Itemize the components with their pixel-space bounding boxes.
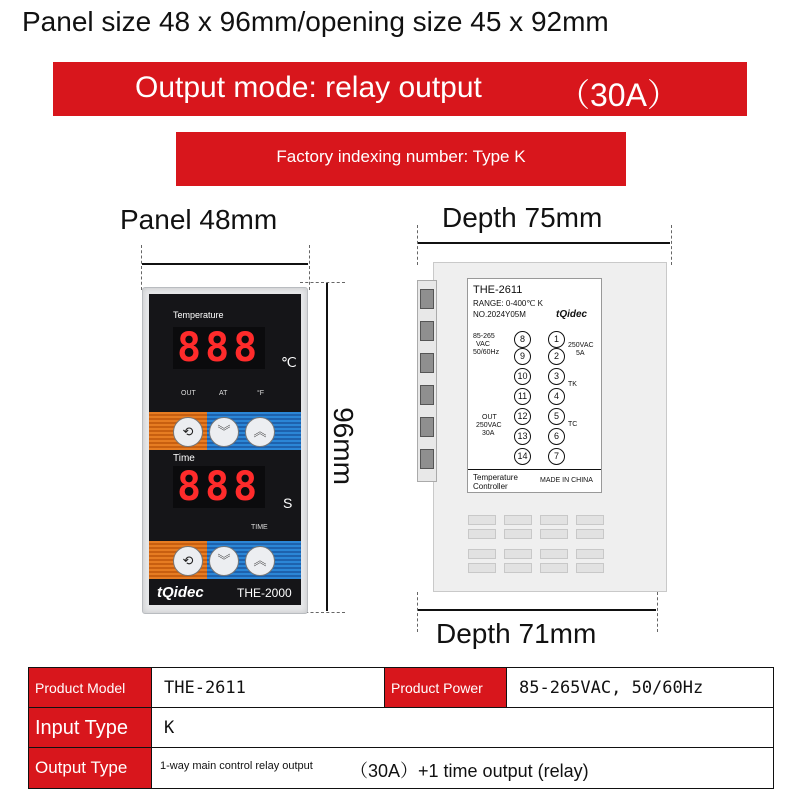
terminal-block — [417, 280, 437, 482]
dim-tick-right — [309, 245, 310, 290]
led-out: OUT — [181, 390, 196, 397]
vent-slot — [540, 529, 568, 539]
depth-tick-bl — [417, 592, 418, 632]
vent-slot — [576, 563, 604, 573]
label-tc: TC — [568, 421, 578, 428]
vent-slot — [576, 515, 604, 525]
depth-bottom-label: Depth 71mm — [436, 618, 597, 649]
front-panel — [142, 287, 308, 614]
input-type-label: Input Type — [29, 708, 152, 748]
seconds-unit: S — [283, 495, 293, 511]
vent-slot — [468, 515, 496, 525]
panel-width-label: Panel 48mm — [120, 204, 278, 235]
page-title: Panel size 48 x 96mm/opening size 45 x 92mm — [22, 6, 609, 37]
led-time: TIME — [251, 524, 268, 531]
vent-slot — [504, 563, 532, 573]
terminal-pin-12: 12 — [514, 408, 531, 425]
dim-tick-left — [141, 245, 142, 290]
terminal-pin-3: 3 — [548, 368, 565, 385]
label-brand: tQidec — [556, 309, 588, 320]
label-footer-a: Temperature — [473, 473, 518, 482]
vent-slot — [504, 549, 532, 559]
terminal-screw — [420, 321, 434, 341]
depth-top-arrow — [418, 242, 670, 244]
depth-top-label: Depth 75mm — [442, 202, 603, 233]
label-model: THE-2611 — [473, 284, 523, 296]
label-serial: NO.2024Y05M — [473, 310, 526, 319]
vent-slot — [540, 515, 568, 525]
led-at: AT — [219, 390, 228, 397]
product-model-label: Product Model — [29, 668, 152, 708]
label-range: RANGE: 0-400℃ K — [473, 299, 543, 308]
label-power-a: 85-265 — [473, 333, 495, 340]
terminal-pin-13: 13 — [514, 428, 531, 445]
cycle-button[interactable]: ⟲ — [173, 417, 203, 447]
output-type-value-a: 1-way main control relay output — [160, 760, 313, 772]
vent-slot — [540, 563, 568, 573]
label-relay-a: 250VAC — [568, 342, 594, 349]
depth-tick-right — [671, 225, 672, 265]
spec-table — [28, 667, 774, 789]
up-button[interactable]: ︽ — [245, 417, 275, 447]
model-number: THE-2000 — [237, 586, 292, 600]
terminal-screw — [420, 385, 434, 405]
terminal-pin-4: 4 — [548, 388, 565, 405]
product-model-value: THE-2611 — [152, 668, 385, 708]
terminal-screw — [420, 353, 434, 373]
wiring-label — [467, 278, 602, 493]
terminal-pin-8: 8 — [514, 331, 531, 348]
terminal-pin-11: 11 — [514, 388, 531, 405]
temperature-keypad — [149, 412, 301, 450]
vent-slot — [468, 529, 496, 539]
temperature-label: Temperature — [173, 310, 224, 320]
terminal-pin-9: 9 — [514, 348, 531, 365]
input-type-value: K — [152, 708, 773, 748]
depth-tick-left — [417, 225, 418, 265]
vent-slot — [576, 529, 604, 539]
panel-width-arrow — [142, 263, 308, 265]
terminal-pin-2: 2 — [548, 348, 565, 365]
panel-height-label: 96mm — [327, 407, 359, 485]
time-up-button[interactable]: ︽ — [245, 546, 275, 576]
terminal-screw — [420, 449, 434, 469]
indexing-banner — [176, 132, 626, 186]
led-f: °F — [257, 390, 265, 397]
label-divider — [468, 469, 601, 470]
celsius-unit: ℃ — [281, 354, 297, 370]
output-mode-text: Output mode: relay output — [135, 71, 482, 104]
time-cycle-button[interactable]: ⟲ — [173, 546, 203, 576]
terminal-pin-7: 7 — [548, 448, 565, 465]
time-display: 888 — [173, 466, 265, 508]
terminal-screw — [420, 289, 434, 309]
vent-slot — [576, 549, 604, 559]
label-power-b: VAC — [476, 341, 490, 348]
terminal-pin-6: 6 — [548, 428, 565, 445]
terminal-pin-14: 14 — [514, 448, 531, 465]
depth-tick-br — [657, 592, 658, 632]
time-label: Time — [173, 453, 195, 464]
label-out-b: 250VAC — [476, 422, 502, 429]
time-keypad — [149, 541, 301, 579]
output-type-value-b: （30A）+1 time output (relay) — [350, 761, 589, 781]
label-tk: TK — [568, 381, 577, 388]
output-current-text: （30A） — [558, 77, 679, 113]
output-type-label: Output Type — [29, 748, 152, 788]
label-out-a: OUT — [482, 414, 497, 421]
product-power-value: 85-265VAC, 50/60Hz — [507, 668, 773, 708]
dim-tick-top — [300, 282, 345, 283]
vent-slot — [468, 563, 496, 573]
label-power-c: 50/60Hz — [473, 349, 500, 356]
label-made-in: MADE IN CHINA — [540, 477, 593, 484]
vent-slot — [540, 549, 568, 559]
label-relay-b: 5A — [576, 350, 585, 357]
depth-bottom-arrow — [418, 609, 656, 611]
temperature-display: 888 — [173, 327, 265, 369]
label-footer-b: Controller — [473, 482, 508, 491]
time-down-button[interactable]: ︾ — [209, 546, 239, 576]
indexing-text: Factory indexing number: Type K — [276, 147, 526, 166]
terminal-screw — [420, 417, 434, 437]
terminal-pin-10: 10 — [514, 368, 531, 385]
label-out-c: 30A — [482, 430, 495, 437]
vent-slot — [504, 529, 532, 539]
terminal-pin-1: 1 — [548, 331, 565, 348]
output-mode-banner — [53, 62, 747, 116]
vent-slot — [504, 515, 532, 525]
terminal-pin-5: 5 — [548, 408, 565, 425]
output-type-value — [152, 748, 773, 788]
vent-slot — [468, 549, 496, 559]
front-face — [149, 294, 301, 605]
down-button[interactable]: ︾ — [209, 417, 239, 447]
brand-logo: tQidec — [157, 584, 204, 601]
product-power-label: Product Power — [385, 668, 507, 708]
